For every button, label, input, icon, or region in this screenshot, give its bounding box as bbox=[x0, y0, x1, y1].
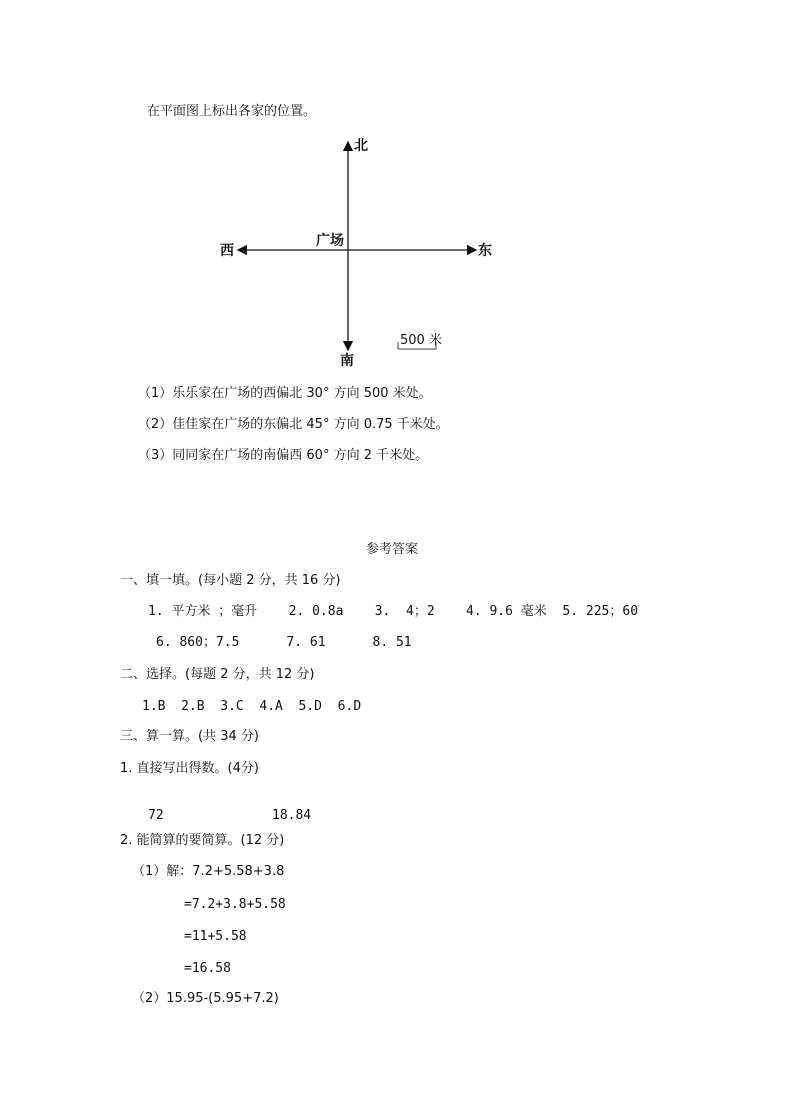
section2-answers: 1.B 2.B 3.C 4.A 5.D 6.D bbox=[142, 699, 362, 714]
calc1-step2: =11+5.58 bbox=[184, 929, 247, 944]
scale-label: 500 米 bbox=[400, 333, 442, 348]
question-3: （3）同同家在广场的南偏西 60° 方向 2 千米处。 bbox=[138, 448, 429, 463]
section1-answers-line2: 6. 860；7.5 7. 61 8. 51 bbox=[156, 635, 412, 650]
section1-heading: 一、填一填。(每小题 2 分，共 16 分) bbox=[120, 573, 341, 588]
section3-sub1: 1. 直接写出得数。(4分) bbox=[120, 761, 259, 776]
south-label: 南 bbox=[340, 353, 354, 369]
sub1-answer-a: 72 bbox=[148, 808, 164, 823]
north-label: 北 bbox=[354, 138, 368, 154]
calc1-step1: =7.2+3.8+5.58 bbox=[184, 897, 286, 912]
calc1-step3: =16.58 bbox=[184, 961, 231, 976]
compass-diagram bbox=[0, 0, 790, 380]
sub1-answer-b: 18.84 bbox=[272, 808, 312, 823]
section2-heading: 二、选择。(每题 2 分，共 12 分) bbox=[120, 667, 315, 682]
section3-heading: 三、算一算。(共 34 分) bbox=[120, 729, 259, 744]
section3-sub2: 2. 能简算的要简算。(12 分) bbox=[120, 833, 285, 848]
calc2-line: （2）15.95-(5.95+7.2) bbox=[132, 991, 279, 1006]
square-label: 广场 bbox=[316, 233, 344, 249]
east-label: 东 bbox=[478, 243, 492, 259]
calc1-line: （1）解：7.2+5.58+3.8 bbox=[132, 864, 285, 879]
question-2: （2）佳佳家在广场的东偏北 45° 方向 0.75 千米处。 bbox=[138, 417, 449, 432]
instruction-text: 在平面图上标出各家的位置。 bbox=[147, 104, 317, 119]
section1-answers-line1: 1. 平方米 ；毫升 2. 0.8a 3. 4；2 4. 9.6 毫米 5. 225；60 bbox=[148, 604, 639, 619]
question-1: （1）乐乐家在广场的西偏北 30° 方向 500 米处。 bbox=[138, 386, 432, 401]
west-label: 西 bbox=[220, 243, 234, 259]
answers-title: 参考答案 bbox=[366, 542, 419, 557]
